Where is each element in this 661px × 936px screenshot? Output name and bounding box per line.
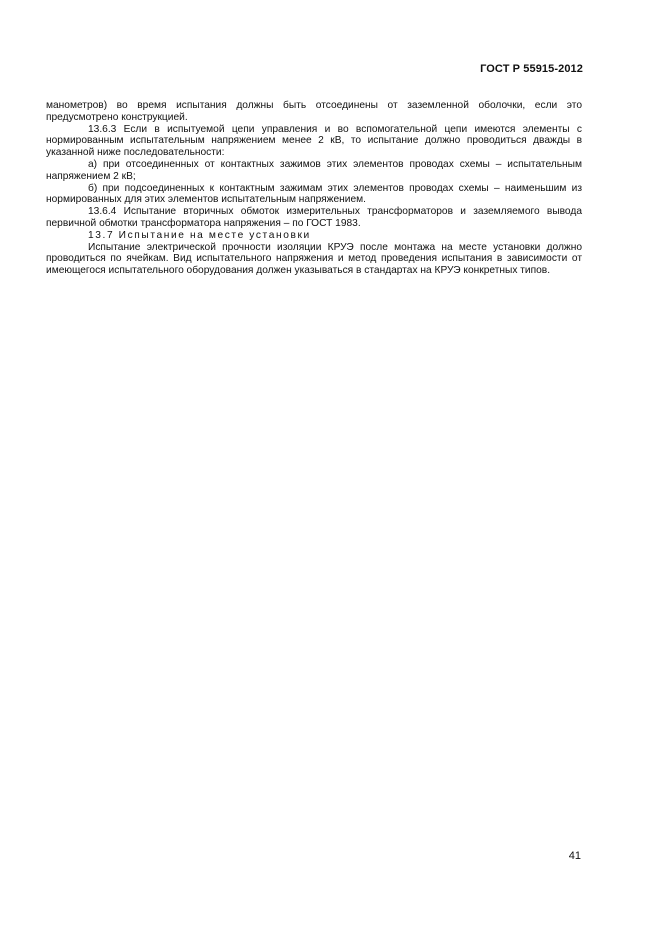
page-number: 41 [568, 850, 581, 862]
list-item-b: б) при подсоединенных к контактным зажимам этих элементов проводах схемы – наименьшим из нормированных для этих элементов испытательным напряжением. [46, 182, 582, 206]
paragraph-13-7-body: Испытание электрической прочности изоляции КРУЭ после монтажа на месте установки должно проводиться по ячейкам. Вид испытательного напряжения и метод проведения испытания в зависимости от имеющегося испытательного оборудования должен указываться в стандартах на КРУЭ конкретных типов. [46, 241, 582, 277]
document-header: ГОСТ Р 55915-2012 [480, 63, 583, 75]
document-body [46, 100, 582, 277]
paragraph-13-6-4: 13.6.4 Испытание вторичных обмоток измерительных трансформаторов и заземляемого вывода первичной обмотки трансформатора напряжения – по ГОСТ 1983. [46, 206, 582, 229]
paragraph-13-6-3: 13.6.3 Если в испытуемой цепи управления и во вспомогательной цепи имеются элементы с нормированным испытательным напряжением менее 2 кВ, то испытание должно проводиться дважды в указанной ниже последовательности: [46, 123, 582, 159]
list-item-a: а) при отсоединенных от контактных зажимов этих элементов проводах схемы – испытательным напряжением 2 кВ; [46, 158, 582, 182]
paragraph-continuation: манометров) во время испытания должны быть отсоединены от заземленной оболочки, если это предусмотрено конструкцией. [46, 100, 582, 123]
section-heading-13-7: 13.7 Испытание на месте установки [88, 229, 311, 241]
